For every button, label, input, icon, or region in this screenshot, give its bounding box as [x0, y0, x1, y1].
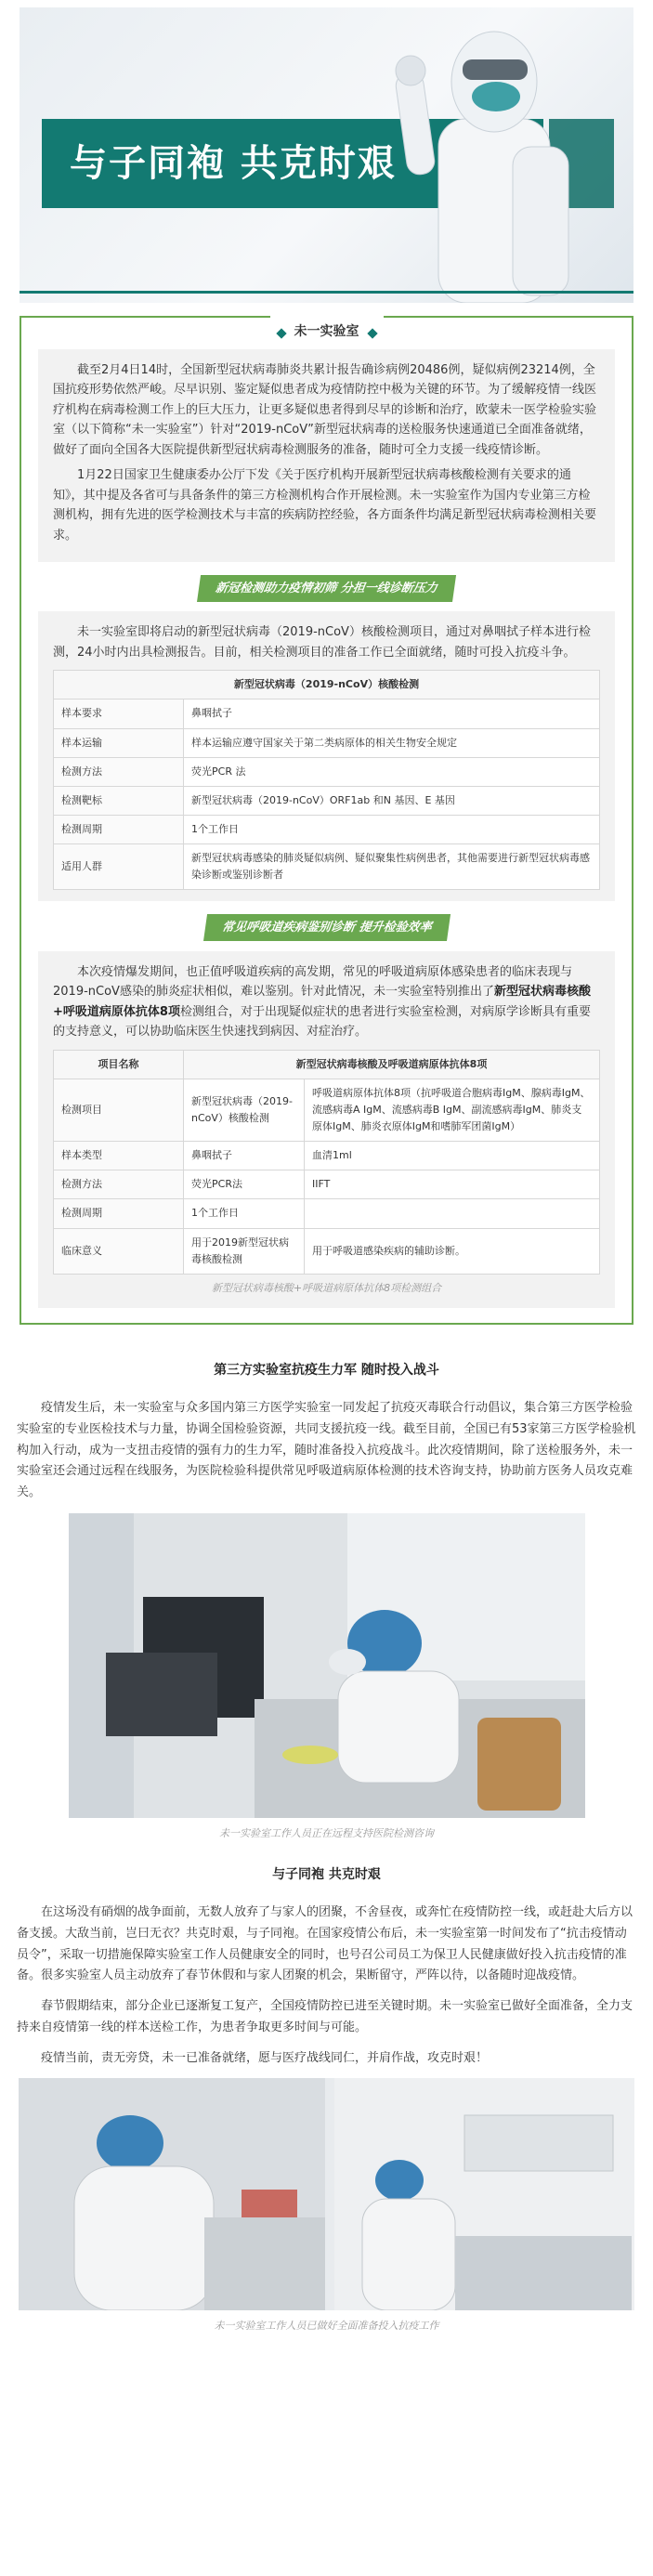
- article-page: [0, 7, 653, 2334]
- article2-paragraph-3: 疫情当前，责无旁贷，未一已准备就绪，愿与医疗战线同仁，并肩作战，攻克时艰！: [41, 2050, 489, 2065]
- intro-paragraph-2: 1月22日国家卫生健康委办公厅下发《关于医疗机构开展新型冠状病毒核酸检测有关要求的通知》，其中提及各省可与具备条件的第三方检测机构合作开展检测。未一实验室作为国内专业第三方检测机构，拥有先进的医学检测技术与丰富的疾病防控经验，各方面条件均满足新型冠状病毒检测相关要求。: [53, 468, 597, 543]
- table-cell: 呼吸道病原体抗体8项（抗呼吸道合胞病毒IgM、腺病毒IgM、流感病毒A IgM、流感病毒B IgM、副流感病毒IgM、肺炎支原体IgM、肺炎衣原体IgM和嗜肺军团菌IgM）: [305, 1079, 600, 1141]
- combo-table-col1: 新型冠状病毒核酸及呼吸道病原体抗体8项: [184, 1050, 600, 1079]
- nucleic-table-header: 新型冠状病毒（2019-nCoV）核酸检测: [54, 671, 600, 700]
- article1-heading-text: 第三方实验室抗疫生力军 随时投入战斗: [214, 1362, 439, 1378]
- article2-heading: [132, 1864, 522, 1886]
- table-cell: 荧光PCR 法: [184, 757, 600, 786]
- table-cell: 新型冠状病毒感染的肺炎疑似病例、疑似聚集性病例患者，其他需要进行新型冠状病毒感染诊断或鉴别诊断者: [184, 844, 600, 890]
- hero-title: 与子同袍 共克时艰: [70, 142, 397, 185]
- table-cell: 临床意义: [54, 1228, 184, 1274]
- table-row: [54, 1199, 600, 1228]
- table-row: [54, 757, 600, 786]
- table-row: [54, 728, 600, 757]
- table-cell: 样本类型: [54, 1142, 184, 1170]
- table-cell: 1个工作日: [184, 1199, 305, 1228]
- table-cell: 适用人群: [54, 844, 184, 890]
- table-cell: 检测周期: [54, 815, 184, 843]
- table-cell: 荧光PCR法: [184, 1170, 305, 1199]
- table-row: [54, 786, 600, 815]
- subheading-banner-2: [21, 914, 632, 941]
- intro-paragraph-1: 截至2月4日14时，全国新型冠状病毒肺炎共累计报告确诊病例20486例，疑似病例23214例，全国抗疫形势依然严峻。尽早识别、鉴定疑似患者成为疫情防控中极为关键的环节。为了缓解疫情一线医疗机构在病毒检测工作上的巨大压力，让更多疑似患者得到尽早的诊断和治疗，欧蒙未一医学检验实验室（以下简称“未一实验室”）针对“2019-nCoV”新型冠状病毒的送检服务快速通道已全面准备就绪，做好了面向全国各大医院提供新型冠状病毒检测服务的准备，随时可全力支援一线疫情诊断。: [53, 363, 597, 457]
- table-cell: 样本运输应遵守国家关于第二类病原体的相关生物安全规定: [184, 728, 600, 757]
- hero-underline: [20, 291, 633, 294]
- table-row: [54, 844, 600, 890]
- table-cell: 1个工作日: [184, 815, 600, 843]
- combo-text-bold: 新型冠状病毒核酸+呼吸道病原体抗体8项: [53, 985, 591, 1019]
- table-cell: 新型冠状病毒（2019-nCoV）ORF1ab 和N 基因、E 基因: [184, 786, 600, 815]
- combo-text-post: 检测组合，对于出现疑似症状的患者进行实验室检测，对病原学诊断具有重要的支持意义，可以协助临床医生快速找到病因、对症治疗。: [53, 1004, 591, 1040]
- table-row: [54, 1079, 600, 1141]
- section-header: [21, 318, 632, 349]
- table-cell: 检测方法: [54, 1170, 184, 1199]
- table-cell: IIFT: [305, 1170, 600, 1199]
- section-tag: 未一实验室: [270, 316, 384, 348]
- article1-paragraph: 疫情发生后，未一实验室与众多国内第三方医学实验室一同发起了抗疫灭毒联合行动倡议，集合第三方医学检验实验室的专业医检技术与力量，协调全国检验资源，共同支援抗疫一线。截至目前，全国已有53家第三方医学检验机构加入行动，成为一支扭击疫情的强有力的生力军，随时准备投入抗疫战斗。此次疫情期间，除了送检服务外，未一实验室还会通过远程在线服务，为医院检验科提供常见呼吸道病原体检测的技术咨询支持，协助前方医务人员攻克难关。: [17, 1401, 636, 1500]
- medical-worker-illustration: [383, 17, 596, 303]
- hero-banner: [20, 7, 633, 303]
- nucleic-test-panel: [38, 611, 615, 901]
- combo-table-caption: 新型冠状病毒核酸+呼吸道病原体抗体8项检测组合: [211, 1281, 442, 1294]
- article1-body: [0, 1398, 653, 1504]
- nucleic-test-table: [53, 670, 600, 890]
- combo-test-panel: [38, 951, 615, 1308]
- article1-photo-caption: 未一实验室工作人员正在远程支持医院检测咨询: [219, 1826, 434, 1839]
- intro-panel: [38, 349, 615, 562]
- combo-text-pre: 本次疫情爆发期间，也正值呼吸道疾病的高发期，常见的呼吸道病原体感染患者的临床表现与2019-nCoV感染的肺炎症状相似，难以鉴别。针对此情况，未一实验室特别推出了: [53, 964, 573, 1000]
- table-cell: 鼻咽拭子: [184, 1142, 305, 1170]
- article2-heading-text: 与子同袍 共克时艰: [272, 1866, 381, 1882]
- table-cell: 用于2019新型冠状病毒核酸检测: [184, 1228, 305, 1274]
- article2-photo-caption: 未一实验室工作人员已做好全面准备投入抗疫工作: [214, 2320, 439, 2333]
- table-row: [54, 1228, 600, 1274]
- table-row: [54, 1050, 600, 1079]
- table-cell: 鼻咽拭子: [184, 700, 600, 728]
- table-cell: 检测周期: [54, 1199, 184, 1228]
- combo-test-table: [53, 1050, 600, 1275]
- table-row: [54, 671, 600, 700]
- table-cell: 新型冠状病毒（2019-nCoV）核酸检测: [184, 1079, 305, 1141]
- table-cell: 用于呼吸道感染疾病的辅助诊断。: [305, 1228, 600, 1274]
- table-row: [54, 815, 600, 843]
- combo-table-col0: 项目名称: [54, 1050, 184, 1079]
- table-row: [54, 1170, 600, 1199]
- table-cell: 血清1ml: [305, 1142, 600, 1170]
- table-cell: 样本要求: [54, 700, 184, 728]
- nucleic-test-paragraph: 未一实验室即将启动的新型冠状病毒（2019-nCoV）核酸检测项目，通过对鼻咽拭子样本进行检测，24小时内出具检测报告。目前，相关检测项目的准备工作已全面就绪，随时可投入抗疫斗争。: [53, 625, 591, 660]
- subheading-banner-2-label: 常见呼吸道疾病鉴别诊断 提升检验效率: [203, 914, 451, 941]
- table-cell: 样本运输: [54, 728, 184, 757]
- subheading-banner-1: [21, 575, 632, 602]
- table-row: [54, 1142, 600, 1170]
- table-row: [54, 700, 600, 728]
- article2-body: [0, 1903, 653, 2069]
- table-cell: [305, 1199, 600, 1228]
- combo-test-paragraph: [53, 962, 600, 1042]
- table-cell: 检测靶标: [54, 786, 184, 815]
- table-cell: 检测项目: [54, 1079, 184, 1141]
- lab-section: [20, 316, 633, 1325]
- table-cell: 检测方法: [54, 757, 184, 786]
- lab-remote-support-photo: [69, 1513, 585, 1818]
- article1-heading: [132, 1360, 522, 1381]
- subheading-banner-1-label: 新冠检测助力疫情初筛 分担一线诊断压力: [197, 575, 456, 602]
- article2-paragraph-1: 在这场没有硝烟的战争面前，无数人放弃了与家人的团聚，不舍昼夜，或奔忙在疫情防控一线，或赶赴大后方以备支援。大敌当前，岂曰无衣？共克时艰，与子同袍。在国家疫情公布后，未一实验室第一时间发布了“抗击疫情动员令”，采取一切措施保障实验室工作人员健康安全的同时，也号召公司员工为保卫人民健康做好投入抗击疫情的准备。很多实验室人员主动放弃了春节休假和与家人团聚的机会，果断留守，严阵以待，以备随时迎战疫情。: [17, 1905, 633, 1983]
- lab-workers-photo: [19, 2078, 634, 2310]
- article2-paragraph-2: 春节假期结束，部分企业已逐渐复工复产，全国疫情防控已进至关键时期。未一实验室已做好全面准备，全力支持来自疫情第一线的样本送检工作，为患者争取更多时间与可能。: [17, 1999, 633, 2034]
